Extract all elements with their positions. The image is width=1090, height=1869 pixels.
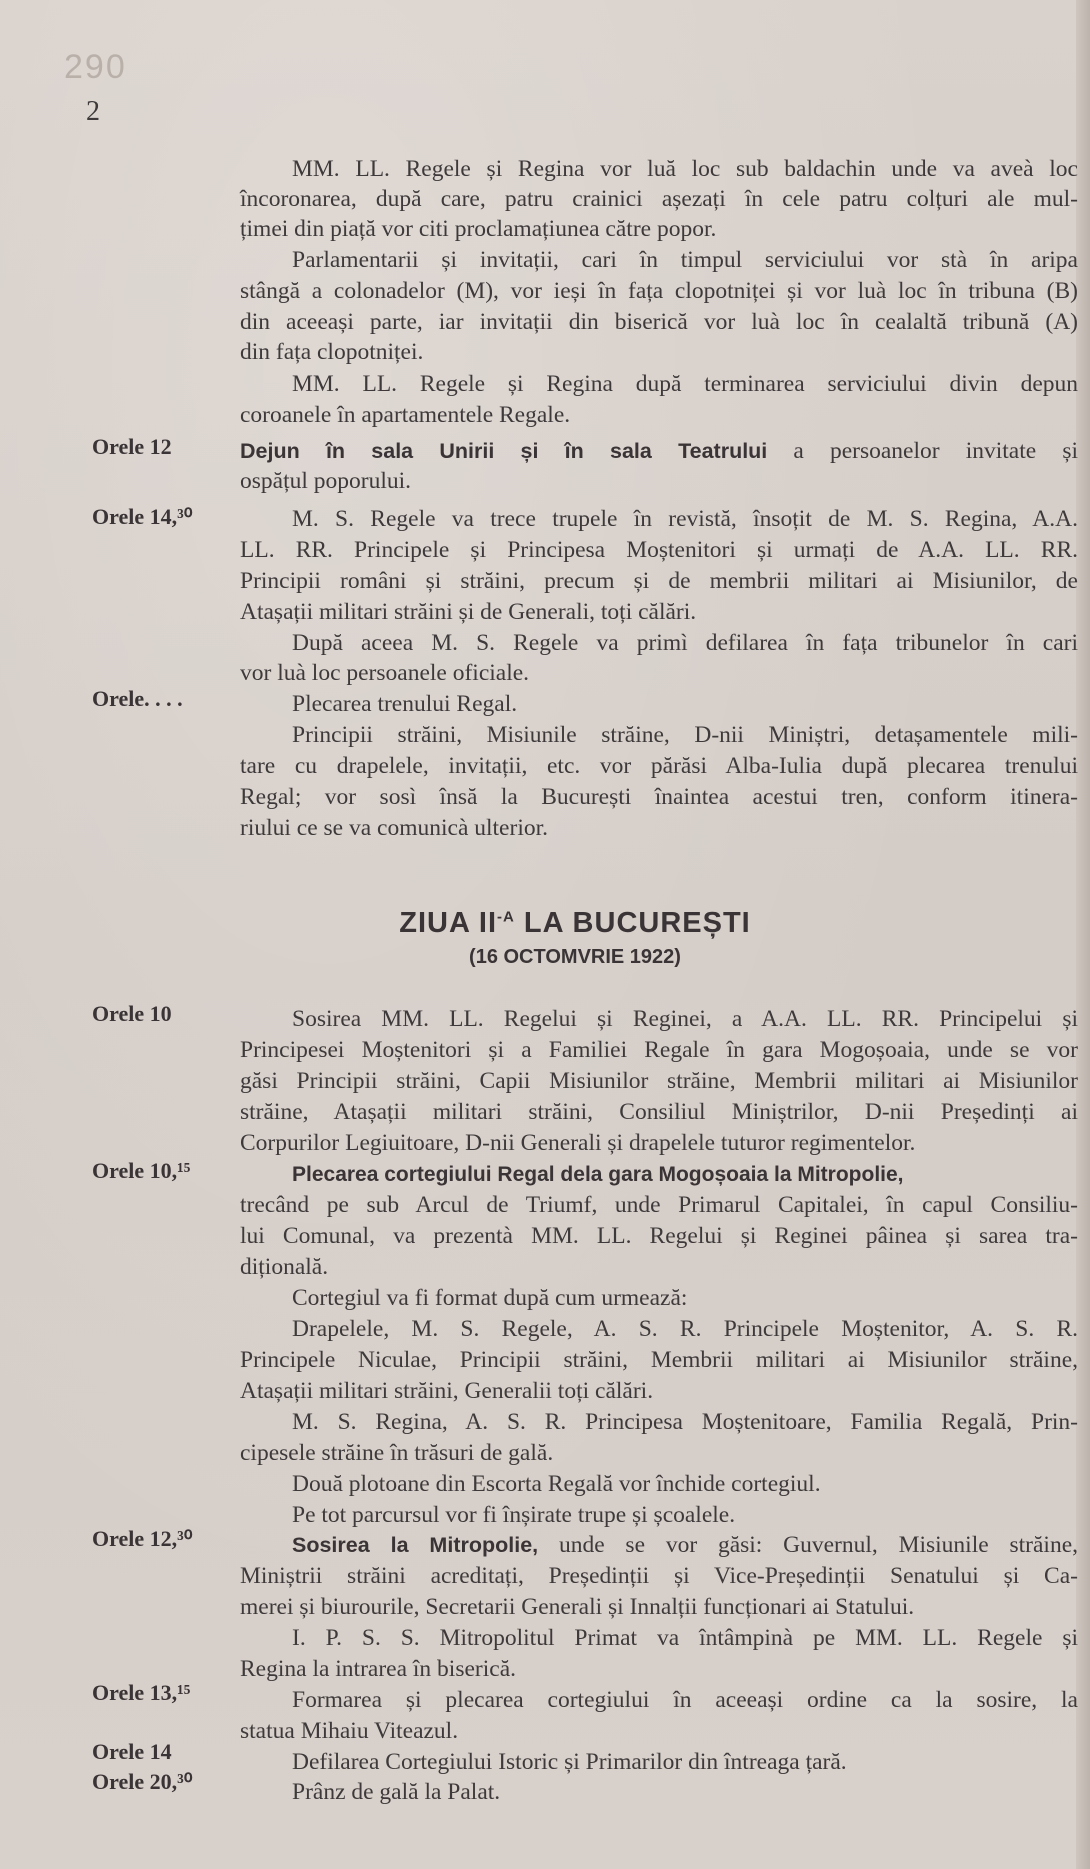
text-line: Principii străini, Misiunile străine, D-nii Miniștri, detașamentele mili- [292, 722, 1078, 748]
day-heading [0, 907, 1090, 940]
text-line: Cortegiul va fi format după cum urmează: [292, 1285, 688, 1311]
text-line: Parlamentarii și invitații, cari în timpul serviciului vor stà în aripa [292, 247, 1078, 273]
time-label: Orele 10,¹⁵ [92, 1158, 191, 1183]
text-line: I. P. S. S. Mitropolitul Primat va întâmpinà pe MM. LL. Regele și [292, 1625, 1078, 1651]
text-line: trecând pe sub Arcul de Triumf, unde Primarul Capitalei, în capul Consiliu- [240, 1192, 1078, 1218]
text-line: merei și biurourile, Secretarii Generali și Innalții funcționari ai Statului. [240, 1594, 915, 1620]
text-line: Sosirea MM. LL. Regelui și Reginei, a A.A. LL. RR. Principelui și [292, 1006, 1078, 1032]
text-line: dițională. [240, 1254, 329, 1280]
text-line: Atașații militari străini și de Generali, toți călări. [240, 599, 697, 625]
text-line: MM. LL. Regele și Regina vor luă loc sub baldachin unde va aveà loc [292, 156, 1078, 182]
heading-main: ZIUA II [399, 907, 498, 939]
text-line: Regina la intrarea în biserică. [240, 1656, 516, 1682]
text-line: Defilarea Cortegiului Istoric și Primarilor din întreaga țară. [292, 1749, 847, 1775]
text-line: Principii români și străini, precum și de membrii militari ai Misiunilor, de [240, 568, 1078, 594]
text-line: Corpurilor Legiuitoare, D-nii Generali și drapelele tuturor regimentelor. [240, 1130, 916, 1156]
ghost-page-mark: 290 [64, 48, 127, 86]
text-line: Pe tot parcursul vor fi înșirate trupe și școalele. [292, 1502, 736, 1528]
time-label: Orele 14 [92, 1739, 172, 1764]
dejun-title: Dejun în sala Unirii și în sala Teatrului [240, 439, 768, 463]
mitropolie-line [292, 1530, 1078, 1560]
text-line: coroanele în apartamentele Regale. [240, 402, 571, 428]
time-label: Orele 12 [92, 434, 172, 459]
text-line: Formarea și plecarea cortegiului în aceeași ordine ca la sosire, la [292, 1687, 1078, 1713]
text-line: Două plotoane din Escorta Regală vor închide cortegiul. [292, 1471, 821, 1497]
page-number: 2 [86, 96, 100, 127]
text-line: Prânz de gală la Palat. [292, 1779, 501, 1805]
cortegiu-title: Plecarea cortegiului Regal dela gara Mogoșoaia la Mitropolie, [292, 1163, 904, 1186]
text-line: lui Comunal, va prezentà MM. LL. Regelui și Reginei pâinea și sarea tra- [240, 1223, 1078, 1249]
time-label: Orele 20,³⁰ [92, 1769, 193, 1794]
heading-rest: LA BUCUREȘTI [514, 907, 751, 939]
text-line: Principesei Moștenitori și a Familiei Regale în gara Mogoșoaia, unde se vor [240, 1037, 1078, 1063]
text-line: cipesele străine în trăsuri de gală. [240, 1440, 554, 1466]
text-line: încoronarea, după care, patru crainici așezați în cele patru colțuri ale mul- [240, 186, 1078, 212]
text-line: statua Mihaiu Viteazul. [240, 1718, 459, 1744]
text-line: Principele Niculae, Principii străini, Membrii militari ai Misiunilor străine, [240, 1347, 1078, 1373]
text-line: M. S. Regina, A. S. R. Principesa Moștenitoare, Familia Regală, Prin- [292, 1409, 1078, 1435]
mitropolie-rest: unde se vor găsi: Guvernul, Misiunile străine, [558, 1532, 1079, 1558]
text-line: MM. LL. Regele și Regina după terminarea serviciului divin depun [292, 371, 1078, 397]
time-label: Orele 10 [92, 1001, 172, 1026]
text-line: M. S. Regele va trece trupele în revistă, însoțit de M. S. Regina, A.A. [292, 506, 1078, 532]
time-label: Orele 12,³⁰ [92, 1526, 193, 1551]
text-line: tare cu drapelele, invitații, etc. vor părăsi Alba-Iulia după plecarea trenului [240, 753, 1078, 779]
text-line: țimei din piață vor citi proclamațiunea către popor. [240, 216, 717, 242]
text-line: Drapelele, M. S. Regele, A. S. R. Principele Moștenitor, A. S. R. [292, 1316, 1078, 1342]
time-label: Orele 13,¹⁵ [92, 1680, 191, 1705]
day-date: (16 OCTOMVRIE 1922) [469, 946, 681, 968]
text-line: găsi Principii străini, Capii Misiunilor străine, Membrii militari ai Misiunilor [240, 1068, 1078, 1094]
time-label: Orele 14,³⁰ [92, 504, 193, 529]
time-label: Orele. . . . [92, 686, 183, 711]
text-line: riului ce se va comunicà ulterior. [240, 815, 549, 841]
text-line: străine, Atașații militari străini, Consiliul Miniștrilor, D-nii Președinți ai [240, 1099, 1078, 1125]
heading-sup: -A [497, 908, 515, 926]
text-line: Regal; vor sosì însă la București înaintea acestui tren, conform itinera- [240, 784, 1078, 810]
text-line: Plecarea trenului Regal. [292, 691, 518, 717]
text-line: După aceea M. S. Regele va primì defilarea în fața tribunelor în cari [292, 630, 1078, 656]
text-line: din fața clopotniței. [240, 339, 424, 365]
dejun-line-2: ospățul poporului. [240, 468, 412, 494]
mitropolie-title: Sosirea la Mitropolie, [292, 1533, 539, 1557]
text-line: Miniștrii străini acreditați, Președinții și Vice-Președinții Senatului și Ca- [240, 1563, 1078, 1589]
dejun-line [240, 436, 1078, 466]
text-line: LL. RR. Principele și Principesa Moștenitori și urmați de A.A. LL. RR. [240, 537, 1078, 563]
text-line: din aceeași parte, iar invitații din biserică vor luà loc în cealaltă tribună (A) [240, 309, 1078, 335]
dejun-rest: a persoanelor invitate și [793, 438, 1079, 464]
text-line: Atașații militari străini, Generalii toți călări. [240, 1378, 654, 1404]
text-line: stângă a colonadelor (M), vor ieși în fața clopotniței și vor luà loc în tribuna (B) [240, 278, 1078, 304]
cortegiu-line [292, 1159, 1078, 1190]
text-line: vor luà loc persoanele oficiale. [240, 660, 530, 686]
